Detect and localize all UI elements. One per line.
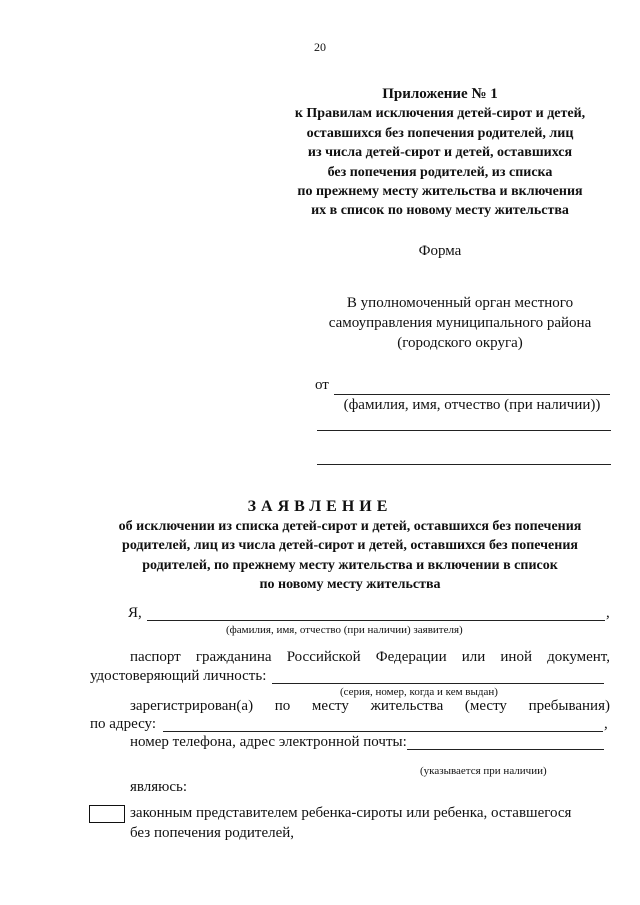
passport-word: или xyxy=(461,649,486,665)
passport-word: паспорт xyxy=(130,649,181,665)
addressee-line: В уполномоченный орган местного xyxy=(346,295,574,311)
from-name-caption: (фамилия, имя, отчество (при наличии)) xyxy=(343,397,601,413)
passport-line xyxy=(130,649,610,666)
addressee-line: самоуправления муниципального района xyxy=(328,315,592,331)
registration-line2: по адресу: xyxy=(90,716,157,732)
registration-word: по xyxy=(274,698,291,714)
registration-line xyxy=(130,698,610,715)
applicant-suffix: , xyxy=(606,605,610,621)
appendix-line: без попечения родителей, из списка xyxy=(327,164,553,180)
registration-word: (месту xyxy=(464,698,507,714)
passport-field[interactable] xyxy=(272,683,604,684)
addressee-line: (городского округа) xyxy=(397,335,523,351)
form-label: Форма xyxy=(418,243,462,259)
subject-line: родителей, по прежнему месту жительства и включении в список xyxy=(142,557,558,573)
address-field[interactable] xyxy=(163,731,603,732)
option-legal-representative-checkbox[interactable] xyxy=(89,805,125,823)
passport-word: Российской xyxy=(286,649,361,665)
option1-line1: законным представителем ребенка-сироты или ребенка, оставшегося xyxy=(130,805,572,821)
appendix-line: Приложение № 1 xyxy=(382,86,498,102)
subject-line: по новому месту жительства xyxy=(259,577,441,593)
from-extra-line-2[interactable] xyxy=(317,464,611,465)
appendix-line: к Правилам исключения детей-сирот и детей, xyxy=(294,106,586,122)
registration-word: жительства xyxy=(370,698,444,714)
appendix-line: по прежнему месту жительства и включения xyxy=(297,184,583,200)
from-extra-line-1[interactable] xyxy=(317,430,611,431)
appendix-line: оставшихся без попечения родителей, лиц xyxy=(306,125,574,141)
registration-suffix: , xyxy=(604,716,608,732)
contacts-label: номер телефона, адрес электронной почты: xyxy=(130,734,407,750)
contacts-caption: (указывается при наличии) xyxy=(420,765,547,777)
addressee-block xyxy=(290,293,630,353)
subject-line: родителей, лиц из числа детей-сирот и детей, оставшихся без попечения xyxy=(122,538,578,554)
registration-word: месту xyxy=(311,698,349,714)
applicant-caption: (фамилия, имя, отчество (при наличии) заявителя) xyxy=(226,624,463,636)
passport-word: документ, xyxy=(547,649,610,665)
passport-caption: (серия, номер, когда и кем выдан) xyxy=(340,686,498,698)
passport-line2: удостоверяющий личность: xyxy=(90,668,267,684)
document-subject xyxy=(80,517,620,595)
page-number: 20 xyxy=(314,40,326,54)
appendix-line: их в список по новому месту жительства xyxy=(311,203,569,219)
contacts-field[interactable] xyxy=(407,749,604,750)
appendix-line: из числа детей-сирот и детей, оставшихся xyxy=(307,145,573,161)
passport-word: Федерации xyxy=(375,649,447,665)
appendix-header xyxy=(270,85,610,221)
passport-word: иной xyxy=(500,649,532,665)
passport-word: гражданина xyxy=(195,649,272,665)
from-name-field[interactable] xyxy=(334,394,610,395)
option1-line2: без попечения родителей, xyxy=(130,825,295,841)
from-label: от xyxy=(315,377,329,393)
document-title: ЗАЯВЛЕНИЕ xyxy=(247,498,393,515)
subject-line: об исключении из списка детей-сирот и детей, оставшихся без попечения xyxy=(118,519,582,534)
registration-word: зарегистрирован(а) xyxy=(130,698,254,714)
applicant-prefix: Я, xyxy=(128,605,142,621)
registration-word: пребывания) xyxy=(528,698,610,714)
applicant-name-field[interactable] xyxy=(147,620,605,621)
being-label: являюсь: xyxy=(130,779,188,795)
